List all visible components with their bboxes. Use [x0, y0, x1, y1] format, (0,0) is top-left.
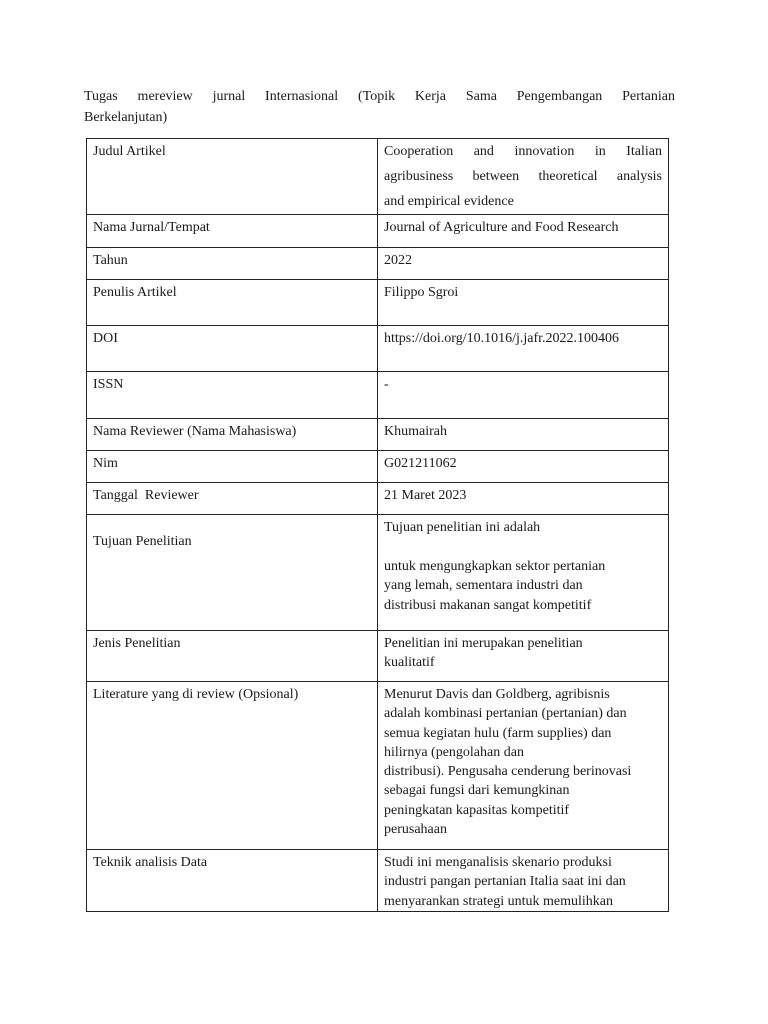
- value-issn: -: [384, 377, 389, 392]
- row-teknik-analisis: [87, 850, 669, 912]
- value-nama-jurnal: Journal of Agriculture and Food Research: [384, 220, 619, 235]
- tujuan-line-2: yang lemah, sementara industri dan: [384, 578, 583, 594]
- value-tahun: 2022: [384, 253, 412, 268]
- heading-line-2: Berkelanjutan): [84, 110, 168, 125]
- row-tanggal-reviewer: [87, 483, 669, 515]
- judul-line-3: and empirical evidence: [384, 194, 514, 209]
- label-literature: Literature yang di review (Opsional): [93, 687, 299, 702]
- row-issn: [87, 372, 669, 419]
- label-cell: [87, 139, 378, 215]
- teknik-line-3: menyarankan strategi untuk memulihkan: [384, 893, 613, 909]
- label-tujuan-penelitian: Tujuan Penelitian: [93, 534, 192, 549]
- label-tahun: Tahun: [93, 253, 128, 268]
- teknik-line-1: Studi ini menganalisis skenario produksi: [384, 855, 612, 870]
- literature-line-5: distribusi). Pengusaha cenderung berinovasi: [384, 764, 632, 780]
- value-penulis: Filippo Sgroi: [384, 285, 459, 300]
- label-judul-artikel: Judul Artikel: [93, 144, 166, 159]
- label-doi: DOI: [93, 331, 118, 346]
- value-tanggal-reviewer: 21 Maret 2023: [384, 488, 467, 503]
- assignment-heading: [84, 86, 675, 128]
- row-judul-artikel: [87, 139, 669, 215]
- heading-line-1: Tugas mereview jurnal Internasional (Topik Kerja Sama Pengembangan Pertanian: [84, 89, 675, 104]
- label-nim: Nim: [93, 456, 118, 471]
- row-jenis-penelitian: [87, 631, 669, 682]
- row-doi: [87, 326, 669, 372]
- row-literature: [87, 682, 669, 850]
- literature-line-2: adalah kombinasi pertanian (pertanian) dan: [384, 706, 627, 722]
- value-cell: [378, 139, 669, 215]
- row-tujuan-penelitian: [87, 515, 669, 631]
- value-nim: G021211062: [384, 456, 457, 471]
- value-nama-reviewer: Khumairah: [384, 424, 447, 439]
- label-nama-jurnal: Nama Jurnal/Tempat: [93, 220, 210, 235]
- row-nama-reviewer: [87, 419, 669, 451]
- row-tahun: [87, 248, 669, 280]
- row-nim: [87, 451, 669, 483]
- literature-line-8: perusahaan: [384, 822, 447, 838]
- tujuan-intro: Tujuan penelitian ini adalah: [384, 520, 541, 535]
- literature-line-1: Menurut Davis dan Goldberg, agribisnis: [384, 687, 610, 702]
- judul-line-1: Cooperation and innovation in Italian: [384, 144, 662, 159]
- review-table: [86, 138, 669, 912]
- jenis-line-1: Penelitian ini merupakan penelitian: [384, 636, 583, 651]
- judul-line-2: agribusiness between theoretical analysis: [384, 169, 662, 184]
- row-penulis: [87, 280, 669, 326]
- jenis-line-2: kualitatif: [384, 655, 435, 671]
- literature-line-6: sebagai fungsi dari kemungkinan: [384, 783, 570, 799]
- label-jenis-penelitian: Jenis Penelitian: [93, 636, 181, 651]
- literature-line-4: hilirnya (pengolahan dan: [384, 744, 524, 760]
- label-penulis: Penulis Artikel: [93, 285, 177, 300]
- value-doi: https://doi.org/10.1016/j.jafr.2022.100406: [384, 331, 620, 346]
- tujuan-line-3: distribusi makanan sangat kompetitif: [384, 597, 592, 613]
- literature-line-7: peningkatan kapasitas kompetitif: [384, 802, 570, 818]
- teknik-line-2: industri pangan pertanian Italia saat ini dan: [384, 874, 626, 890]
- literature-line-3: semua kegiatan hulu (farm supplies) dan: [384, 725, 612, 741]
- tujuan-line-1: untuk mengungkapkan sektor pertanian: [384, 559, 606, 574]
- label-tanggal-reviewer: Tanggal Reviewer: [93, 488, 199, 503]
- label-nama-reviewer: Nama Reviewer (Nama Mahasiswa): [93, 424, 297, 439]
- label-teknik-analisis: Teknik analisis Data: [93, 855, 208, 870]
- label-issn: ISSN: [93, 377, 124, 392]
- row-nama-jurnal: [87, 215, 669, 248]
